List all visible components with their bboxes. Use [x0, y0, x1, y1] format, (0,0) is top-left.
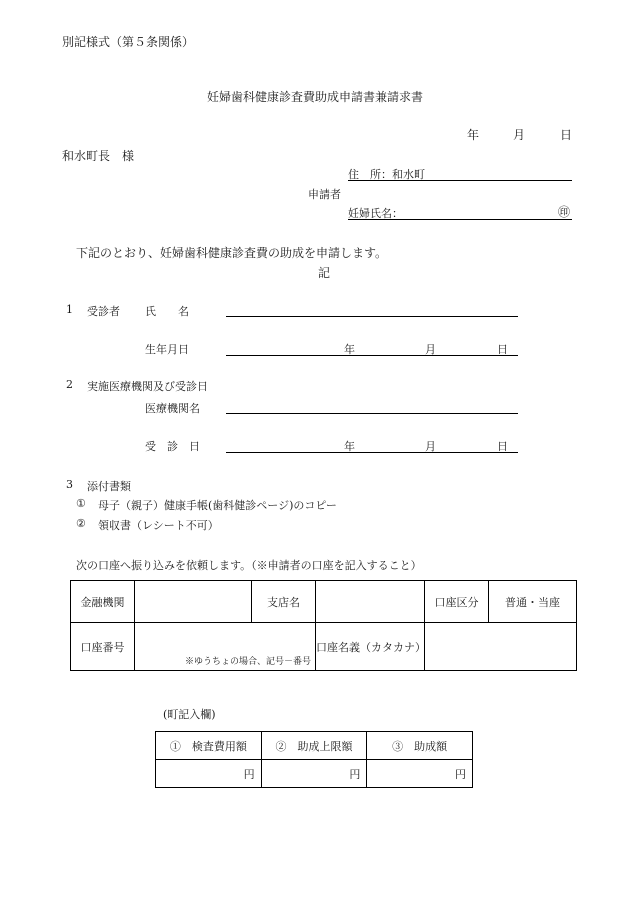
institution-label: 医療機関名 [145, 402, 200, 415]
attachment-2-mark: ② [76, 517, 86, 530]
dob-day-label: 日 [497, 343, 508, 356]
bank-name-label: 金融機関 [71, 581, 135, 623]
ki-mark: 記 [318, 266, 331, 280]
subsidy-amount-field[interactable] [367, 760, 473, 788]
attachment-1: 母子（親子）健康手帳(歯科健診ページ)のコピー [98, 499, 337, 512]
yen-unit: 円 [455, 767, 466, 781]
bank-name-field[interactable] [135, 581, 252, 623]
account-type-label: 口座区分 [425, 581, 489, 623]
applicant-name-field[interactable] [348, 219, 572, 220]
visit-date-field[interactable] [226, 452, 518, 453]
dob-month-label: 月 [425, 343, 436, 356]
addressee: 和水町長 様 [62, 149, 135, 163]
institution-field[interactable] [226, 413, 518, 414]
dob-year-label: 年 [344, 343, 355, 356]
examinee-name-label: 氏 名 [145, 305, 189, 318]
exam-cost-field[interactable] [156, 760, 262, 788]
section1-number: 1 [66, 303, 73, 316]
exam-cost-header: ① 検査費用額 [156, 732, 262, 760]
dob-label: 生年月日 [145, 343, 189, 356]
applicant-name-label: 妊婦氏名： [348, 207, 403, 220]
branch-name-label: 支店名 [252, 581, 316, 623]
request-statement: 下記のとおり、妊婦歯科健康診査費の助成を申請します。 [76, 246, 388, 260]
visit-year-label: 年 [344, 440, 355, 453]
applicant-label: 申請者 [308, 188, 341, 201]
section3-heading: 添付書類 [87, 480, 131, 493]
subsidy-limit-header: ② 助成上限額 [261, 732, 367, 760]
attachment-1-mark: ① [76, 497, 86, 510]
section2-number: 2 [66, 378, 73, 391]
applicant-address-label: 住 所：和水町 [348, 168, 425, 181]
date-year-label: 年 [467, 128, 480, 142]
town-use-table [155, 731, 473, 788]
visit-month-label: 月 [425, 440, 436, 453]
form-reference: 別記様式（第５条関係） [62, 35, 195, 49]
examinee-name-field[interactable] [226, 316, 518, 317]
subsidy-limit-field[interactable] [261, 760, 367, 788]
dob-field[interactable] [226, 355, 518, 356]
visit-date-label: 受 診 日 [145, 440, 200, 453]
visit-day-label: 日 [497, 440, 508, 453]
yucho-note: ※ゆうちょの場合、記号－番号 [184, 657, 311, 667]
town-section-label: (町記入欄) [163, 708, 216, 721]
account-holder-label: 口座名義（カタカナ） [316, 623, 425, 671]
attachment-2: 領収書（レシート不可） [98, 519, 219, 532]
transfer-request: 次の口座へ振り込みを依頼します。（※申請者の口座を記入すること） [76, 559, 422, 572]
seal-icon: ㊞ [558, 205, 571, 219]
yen-unit: 円 [349, 767, 361, 781]
account-number-label: 口座番号 [71, 623, 135, 671]
branch-name-field[interactable] [316, 581, 425, 623]
form-title: 妊婦歯科健康診査費助成申請書兼請求書 [206, 90, 423, 104]
section1-heading: 受診者 [87, 305, 120, 318]
account-number-field[interactable] [135, 623, 316, 671]
bank-account-table [70, 580, 577, 671]
account-type-options[interactable]: 普通・当座 [489, 581, 577, 623]
section2-heading: 実施医療機関及び受診日 [87, 380, 208, 393]
subsidy-amount-header: ③ 助成額 [367, 732, 473, 760]
date-month-label: 月 [513, 128, 526, 142]
section3-number: 3 [66, 478, 73, 491]
yen-unit: 円 [243, 767, 255, 781]
account-holder-field[interactable] [425, 623, 577, 671]
date-day-label: 日 [560, 128, 573, 142]
applicant-address-field[interactable] [348, 180, 572, 181]
